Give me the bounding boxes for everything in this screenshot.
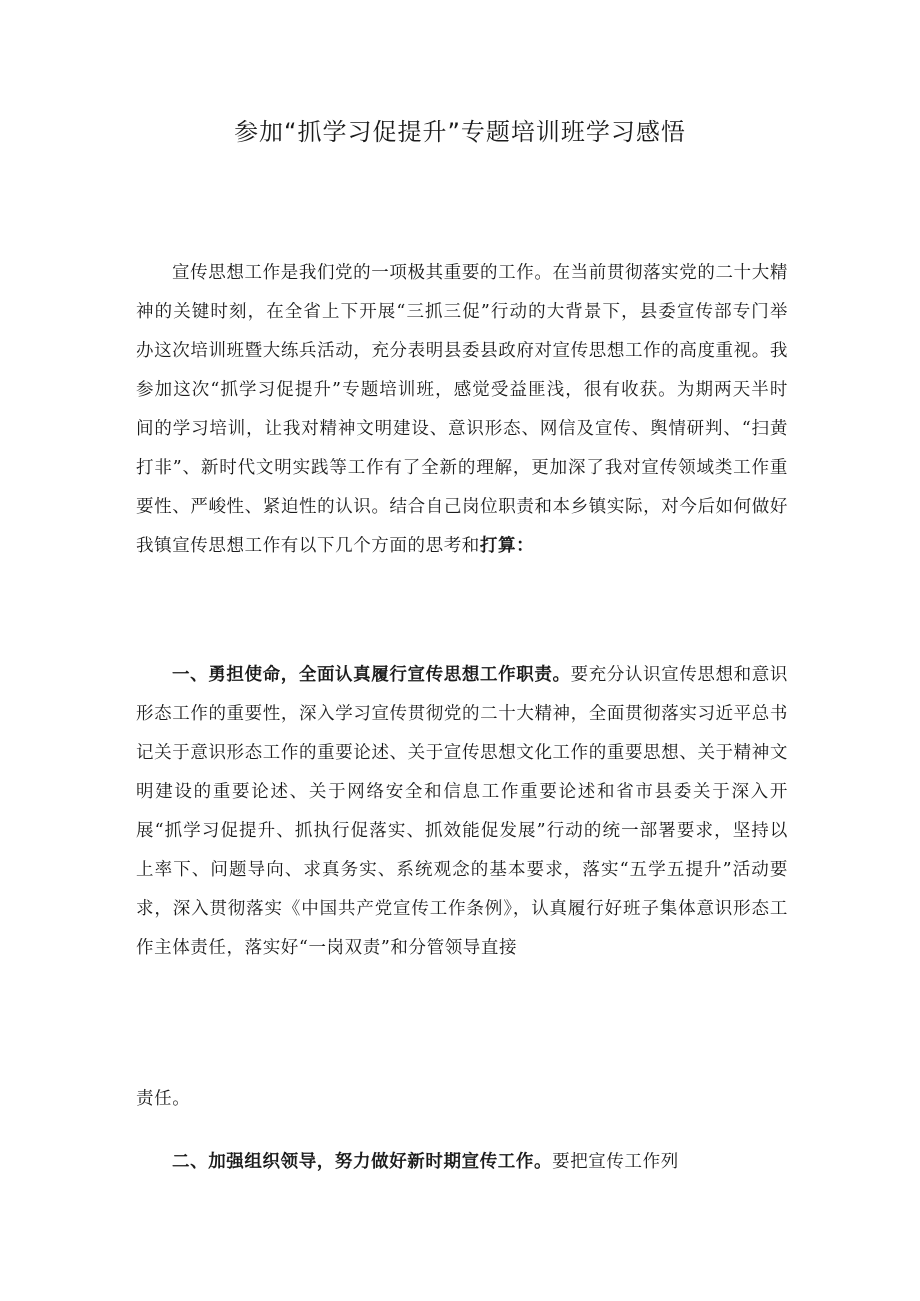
- section-1-tail-text: 责任。: [136, 1089, 191, 1109]
- section-2-heading: 二、加强组织领导，努力做好新时期宣传工作。: [172, 1152, 553, 1172]
- intro-bold-tail: 打算：: [479, 536, 535, 556]
- section-1-text: 要充分认识宣传思想和意识形态工作的重要性，深入学习宣传贯彻党的二十大精神，全面贯彻落实习近平总书记关于意识形态工作的重要论述、关于宣传思想文化工作的重要思想、关于精神文明建设的重要论述、关于网络安全和信息工作重要论述和省市县委关于深入开展“抓学习促提升、抓执行促落实、抓效能促发展”行动的统一部署要求，坚持以上率下、问题导向、求真务实、系统观念的基本要求，落实“五学五提升”活动要求，深入贯彻落实《中国共产党宣传工作条例》，认真履行好班子集体意识形态工作主体责任，落实好“一岗双责”和分管领导直接: [136, 665, 789, 958]
- intro-text: 宣传思想工作是我们党的一项极其重要的工作。在当前贯彻落实党的二十大精神的关键时刻，在全省上下开展“三抓三促”行动的大背景下，县委宣传部专门举办这次培训班暨大练兵活动，充分表明县委县政府对宣传思想工作的高度重视。我参加这次“抓学习促提升”专题培训班，感觉受益匪浅，很有收获。为期两天半时间的学习培训，让我对精神文明建设、意识形态、网信及宣传、舆情研判、“扫黄打非”、新时代文明实践等工作有了全新的理解，更加深了我对宣传领域类工作重要性、严峻性、紧迫性的认识。结合自己岗位职责和本乡镇实际，对今后如何做好我镇宣传思想工作有以下几个方面的思考和: [136, 263, 788, 556]
- section-2-text: 要把宣传工作列: [552, 1152, 679, 1172]
- section-1-tail-paragraph: [136, 1080, 788, 1119]
- document-title: 参加“抓学习促提升”专题培训班学习感悟: [234, 118, 686, 146]
- section-1-heading: 一、勇担使命，全面认真履行宣传思想工作职责。: [172, 665, 571, 685]
- section-1-paragraph: [136, 656, 788, 968]
- section-2-paragraph: [136, 1143, 788, 1182]
- intro-paragraph: [136, 254, 788, 566]
